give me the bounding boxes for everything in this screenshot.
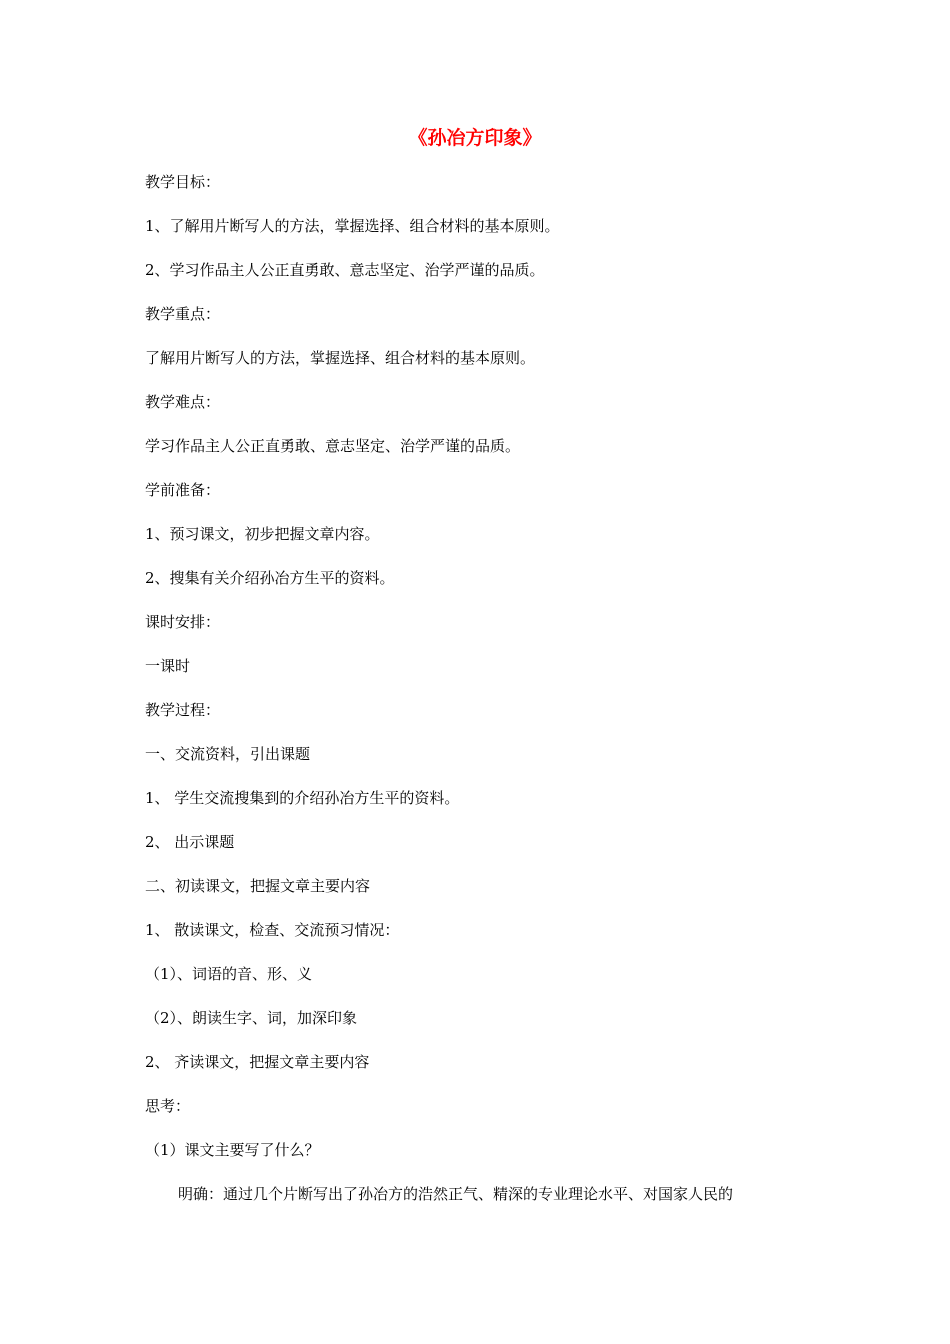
paragraph-line: 1、预习课文，初步把握文章内容。 — [145, 525, 380, 543]
paragraph-line: 学前准备： — [145, 481, 221, 499]
paragraph-line: 学习作品主人公正直勇敢、意志坚定、治学严谨的品质。 — [145, 437, 521, 455]
paragraph-line: 2、搜集有关介绍孙冶方生平的资料。 — [145, 569, 395, 587]
paragraph-line: 2、 出示课题 — [145, 833, 235, 851]
paragraph-line: 1、 学生交流搜集到的介绍孙冶方生平的资料。 — [145, 789, 460, 807]
paragraph-line: （2）、朗读生字、词，加深印象 — [145, 1009, 358, 1027]
paragraph-line: 教学重点： — [145, 305, 221, 323]
paragraph-line: 明确：通过几个片断写出了孙冶方的浩然正气、精深的专业理论水平、对国家人民的 — [178, 1185, 734, 1203]
paragraph-line: 一课时 — [145, 657, 191, 675]
paragraph-line: （1）课文主要写了什么？ — [145, 1141, 320, 1159]
paragraph-line: 课时安排： — [145, 613, 221, 631]
paragraph-line: 二、初读课文，把握文章主要内容 — [145, 877, 371, 895]
paragraph-line: 思考： — [145, 1097, 191, 1115]
paragraph-line: 教学过程： — [145, 701, 221, 719]
paragraph-line: 2、学习作品主人公正直勇敢、意志坚定、治学严谨的品质。 — [145, 261, 545, 279]
paragraph-line: 了解用片断写人的方法，掌握选择、组合材料的基本原则。 — [145, 349, 536, 367]
paragraph-line: 教学目标： — [145, 173, 221, 191]
paragraph-line: 1、了解用片断写人的方法，掌握选择、组合材料的基本原则。 — [145, 217, 560, 235]
paragraph-line: 一、交流资料，引出课题 — [145, 745, 311, 763]
paragraph-line: 1、 散读课文，检查、交流预习情况： — [145, 921, 400, 939]
document-title: 《孙冶方印象》 — [408, 127, 542, 149]
document-body — [145, 168, 825, 1224]
paragraph-line: 2、 齐读课文，把握文章主要内容 — [145, 1053, 370, 1071]
paragraph-line: 教学难点： — [145, 393, 221, 411]
paragraph-line: （1）、词语的音、形、义 — [145, 965, 313, 983]
